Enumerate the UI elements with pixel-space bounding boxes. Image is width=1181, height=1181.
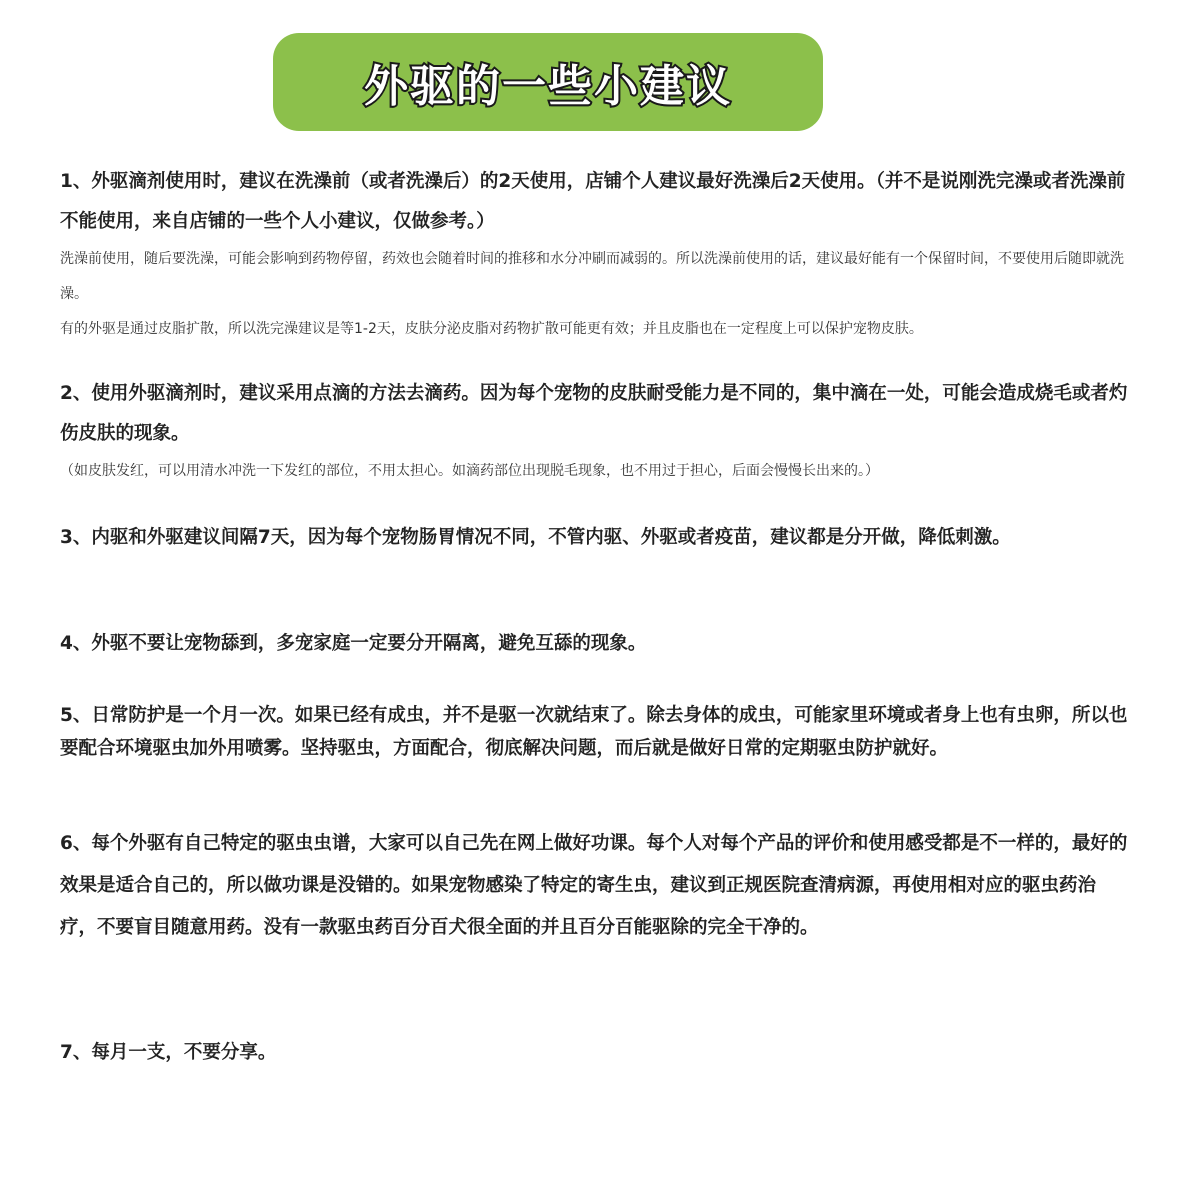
tip-text: 4、外驱不要让宠物舔到，多宠家庭一定要分开隔离，避免互舔的现象。 (60, 633, 647, 654)
tip-item-6 (60, 823, 1130, 949)
tip-item-2 (60, 374, 1130, 489)
tip-text: 5、日常防护是一个月一次。如果已经有成虫，并不是驱一次就结束了。除去身体的成虫，可能家里环境或者身上也有虫卵，所以也要配合环境驱虫加外用喷雾。坚持驱虫，方面配合，彻底解决问题，而后就是做好日常的定期驱虫防护就好。 (60, 705, 1128, 759)
tip-item-5 (60, 699, 1130, 765)
tip-text: 2、使用外驱滴剂时，建议采用点滴的方法去滴药。因为每个宠物的皮肤耐受能力是不同的，集中滴在一处，可能会造成烧毛或者灼伤皮肤的现象。 (60, 383, 1128, 444)
tip-text: 6、每个外驱有自己特定的驱虫虫谱，大家可以自己先在网上做好功课。每个人对每个产品的评价和使用感受都是不一样的，最好的效果是适合自己的，所以做功课是没错的。如果宠物感染了特定的寄生虫，建议到正规医院查清病源，再使用相对应的驱虫药治疗，不要盲目随意用药。没有一款驱虫药百分百犬很全面的并且百分百能驱除的完全干净的。 (60, 833, 1128, 938)
title-banner (273, 33, 823, 131)
tip-note: 有的外驱是通过皮脂扩散，所以洗完澡建议是等1-2天，皮肤分泌皮脂对药物扩散可能更有效；并且皮脂也在一定程度上可以保护宠物皮肤。 (60, 321, 923, 337)
tip-item-7 (60, 1033, 1130, 1073)
tip-text: 3、内驱和外驱建议间隔7天，因为每个宠物肠胃情况不同，不管内驱、外驱或者疫苗，建议都是分开做，降低刺激。 (60, 527, 1011, 548)
tip-item-3 (60, 518, 1130, 558)
tip-text: 7、每月一支，不要分享。 (60, 1042, 277, 1063)
page-title: 外驱的一些小建议 (364, 61, 732, 112)
tip-item-4 (60, 624, 1130, 664)
tip-text: 1、外驱滴剂使用时，建议在洗澡前（或者洗澡后）的2天使用，店铺个人建议最好洗澡后2天使用。（并不是说刚洗完澡或者洗澡前不能使用，来自店铺的一些个人小建议，仅做参考。） (60, 171, 1126, 232)
tip-note: （如皮肤发红，可以用清水冲洗一下发红的部位，不用太担心。如滴药部位出现脱毛现象，也不用过于担心，后面会慢慢长出来的。） (60, 463, 879, 479)
tip-note: 洗澡前使用，随后要洗澡，可能会影响到药物停留，药效也会随着时间的推移和水分冲刷而减弱的。所以洗澡前使用的话，建议最好能有一个保留时间，不要使用后随即就洗澡。 (60, 251, 1124, 302)
tip-item-1 (60, 162, 1130, 347)
